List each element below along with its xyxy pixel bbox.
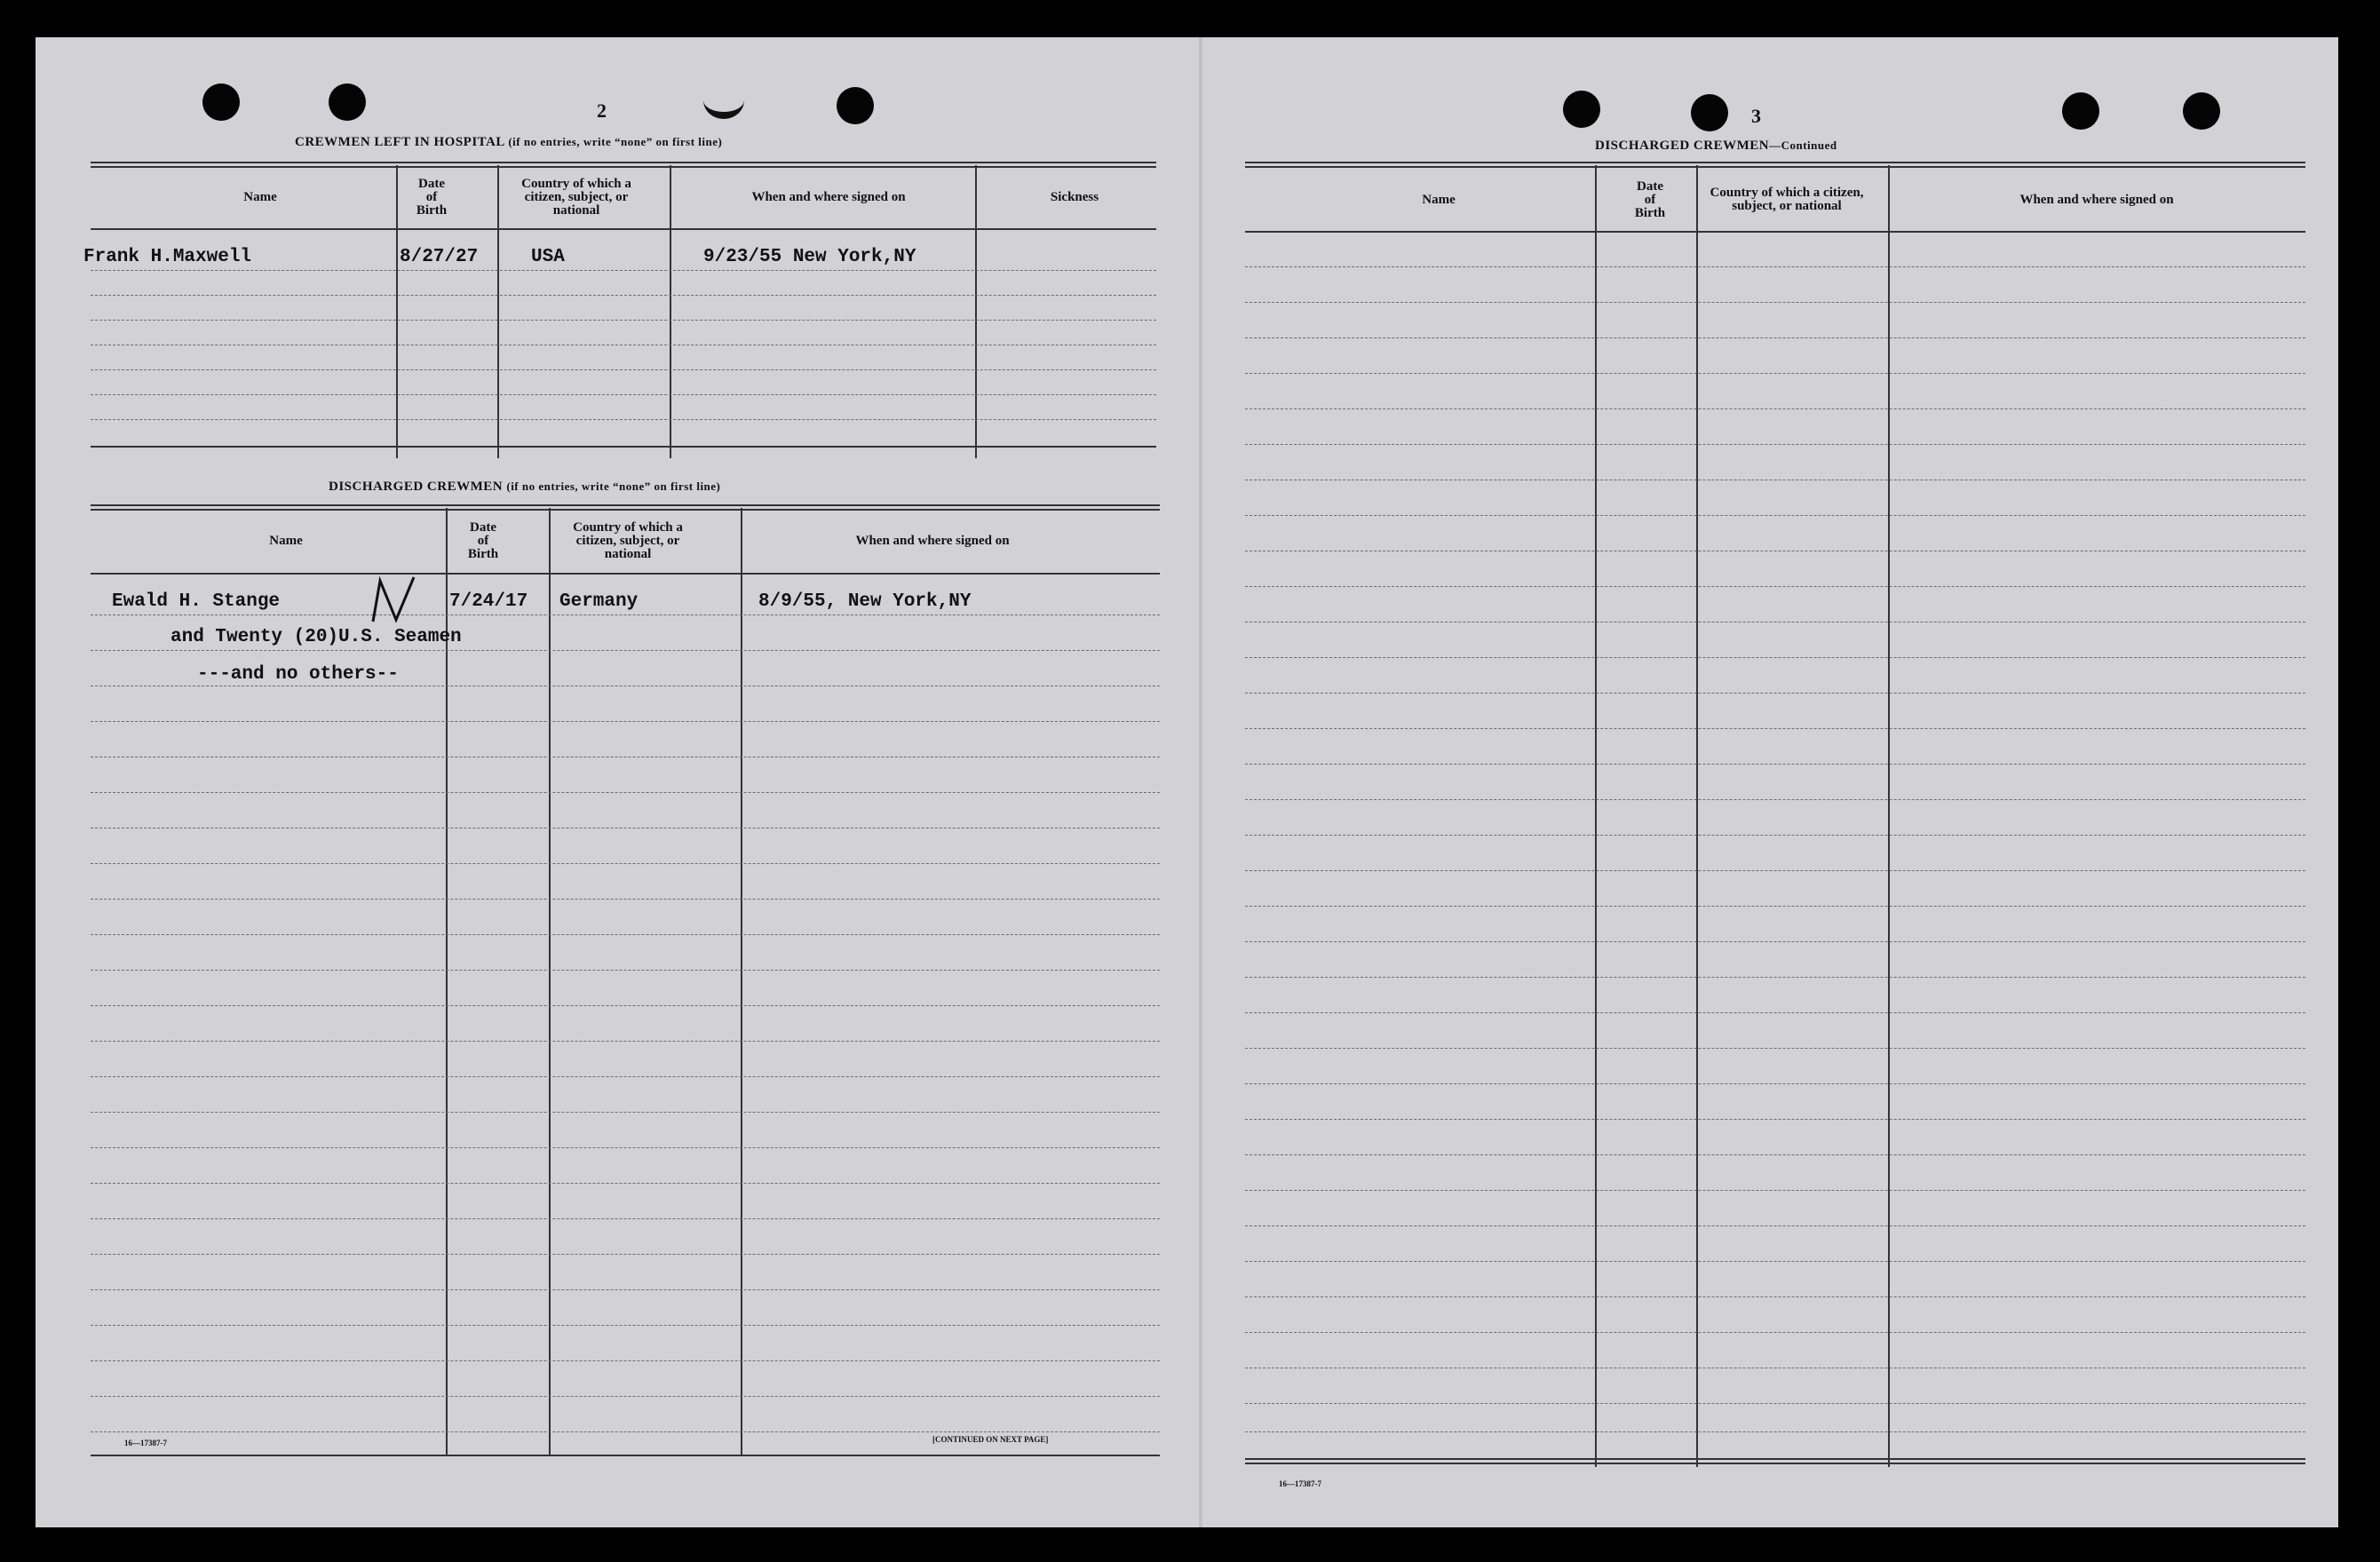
ruled-line xyxy=(91,1041,1160,1042)
punch-hole xyxy=(1691,94,1728,131)
ruled-line xyxy=(91,369,1156,370)
ruled-line xyxy=(91,270,1156,271)
page-fold xyxy=(1199,37,1202,1527)
discharged-section-title xyxy=(329,480,720,495)
discharged-header-signed: When and where signed on xyxy=(855,533,1010,548)
ruled-line xyxy=(91,1396,1160,1397)
punch-hole xyxy=(837,87,874,124)
ruled-line xyxy=(1245,1048,2305,1049)
ruled-line xyxy=(1245,1296,2305,1297)
ruled-line xyxy=(91,1005,1160,1006)
hospital-col-divider xyxy=(396,165,398,458)
ruled-line xyxy=(91,650,1160,651)
ruled-line xyxy=(91,295,1156,296)
ruled-line xyxy=(91,899,1160,900)
ruled-line xyxy=(91,1254,1160,1255)
right-header-rule xyxy=(1245,231,2305,233)
ruled-line xyxy=(1245,1190,2305,1191)
torn-punch-hole xyxy=(703,82,744,119)
right-header-dob: Date of Birth xyxy=(1634,178,1666,220)
hospital-instruction: (if no entries, write “none” on first line) xyxy=(508,135,723,148)
ruled-line xyxy=(1245,266,2305,267)
ruled-line xyxy=(1245,444,2305,445)
ruled-line xyxy=(1245,586,2305,587)
ruled-line xyxy=(91,863,1160,864)
ruled-line xyxy=(1245,977,2305,978)
right-header-country: Country of which a citizen, subject, or national xyxy=(1710,186,1864,213)
right-col-divider xyxy=(1595,165,1597,1467)
discharged-header-country: Country of which a citizen, subject, or national xyxy=(573,519,683,561)
ruled-line xyxy=(91,970,1160,971)
continued-note: [CONTINUED ON NEXT PAGE] xyxy=(932,1435,1049,1444)
discharged-line-2: and Twenty (20)U.S. Seamen xyxy=(171,627,462,647)
ruled-line xyxy=(91,394,1156,395)
ruled-line xyxy=(1245,515,2305,516)
hospital-top-rule xyxy=(91,162,1156,168)
hospital-header-sickness: Sickness xyxy=(1050,189,1099,204)
right-title-suffix: —Continued xyxy=(1769,139,1837,152)
discharged-row-signed: 8/9/55, New York,NY xyxy=(758,591,972,612)
right-header-name: Name xyxy=(1422,192,1456,207)
ruled-line xyxy=(1245,1225,2305,1226)
hospital-header-country: Country of which a citizen, subject, or national xyxy=(521,176,631,218)
ruled-line xyxy=(91,828,1160,829)
punch-hole xyxy=(329,83,366,121)
ruled-line xyxy=(91,1112,1160,1113)
ruled-line xyxy=(1245,764,2305,765)
ruled-line xyxy=(1245,941,2305,942)
right-title-text: DISCHARGED CREWMEN xyxy=(1595,139,1770,153)
ruled-line xyxy=(91,792,1160,793)
ruled-line xyxy=(1245,1403,2305,1404)
ruled-line xyxy=(1245,1332,2305,1333)
hospital-row-name: Frank H.Maxwell xyxy=(83,247,252,267)
page-number: 3 xyxy=(1751,105,1761,127)
form-number-left: 16—17387-7 xyxy=(124,1439,167,1447)
right-header-signed: When and where signed on xyxy=(2019,192,2174,207)
right-section-title xyxy=(1595,139,1837,154)
hospital-section-title xyxy=(295,135,722,150)
hospital-col-divider xyxy=(670,165,671,458)
discharged-instruction: (if no entries, write “none” on first line) xyxy=(506,480,721,493)
discharged-top-rule xyxy=(91,504,1160,511)
ruled-line xyxy=(1245,1083,2305,1084)
ruled-line xyxy=(91,1076,1160,1077)
punch-hole xyxy=(2062,92,2099,130)
ruled-line xyxy=(91,1289,1160,1290)
hospital-col-divider xyxy=(975,165,977,458)
discharged-header-name: Name xyxy=(269,533,303,548)
hospital-header-rule xyxy=(91,228,1156,230)
form-number-right: 16—17387-7 xyxy=(1279,1479,1321,1488)
punch-hole xyxy=(1563,91,1600,128)
hospital-header-dob: Date of Birth xyxy=(416,176,448,218)
hospital-row-dob: 8/27/27 xyxy=(400,247,479,267)
discharged-line-3: ---and no others-- xyxy=(197,664,399,685)
ruled-line xyxy=(91,320,1156,321)
ruled-line xyxy=(1245,728,2305,729)
hospital-header-signed: When and where signed on xyxy=(751,189,906,204)
ruled-line xyxy=(1245,693,2305,694)
discharged-header-dob: Date of Birth xyxy=(467,519,499,561)
ruled-line xyxy=(1245,302,2305,303)
discharged-row-dob: 7/24/17 xyxy=(449,591,528,612)
ruled-line xyxy=(91,419,1156,420)
discharged-row-country: Germany xyxy=(559,591,639,612)
hospital-title-text: CREWMEN LEFT IN HOSPITAL xyxy=(295,135,505,149)
right-bottom-rule xyxy=(1245,1458,2305,1464)
ruled-line xyxy=(1245,835,2305,836)
ruled-line xyxy=(91,614,1160,615)
discharged-bottom-rule xyxy=(91,1455,1160,1456)
ruled-line xyxy=(91,1431,1160,1432)
handwritten-check-mark xyxy=(361,574,432,627)
ruled-line xyxy=(1245,1119,2305,1120)
hospital-row-signed: 9/23/55 New York,NY xyxy=(703,247,916,267)
ruled-line xyxy=(1245,408,2305,409)
punch-hole xyxy=(202,83,240,121)
ruled-line xyxy=(1245,1431,2305,1432)
ruled-line xyxy=(91,934,1160,935)
ruled-line xyxy=(1245,373,2305,374)
ruled-line xyxy=(1245,870,2305,871)
ruled-line xyxy=(1245,337,2305,338)
discharged-row-name: Ewald H. Stange xyxy=(112,591,281,612)
ruled-line xyxy=(1245,1012,2305,1013)
ruled-line xyxy=(1245,657,2305,658)
hospital-header-name: Name xyxy=(243,189,277,204)
ruled-line xyxy=(1245,906,2305,907)
right-col-divider xyxy=(1888,165,1890,1467)
ruled-line xyxy=(1245,1154,2305,1155)
ruled-line xyxy=(1245,1261,2305,1262)
ruled-line xyxy=(91,1325,1160,1326)
discharged-header-rule xyxy=(91,573,1160,575)
ruled-line xyxy=(91,1183,1160,1184)
ruled-line xyxy=(91,1147,1160,1148)
right-top-rule xyxy=(1245,162,2305,168)
ruled-line xyxy=(91,1218,1160,1219)
right-col-divider xyxy=(1696,165,1698,1467)
hospital-row-country: USA xyxy=(531,247,565,267)
ruled-line xyxy=(91,721,1160,722)
punch-hole xyxy=(2183,92,2220,130)
document-sheet xyxy=(36,37,2338,1527)
discharged-title-text: DISCHARGED CREWMEN xyxy=(329,480,504,494)
ruled-line xyxy=(1245,799,2305,800)
ruled-line xyxy=(91,1360,1160,1361)
page-number: 2 xyxy=(597,99,607,122)
hospital-col-divider xyxy=(497,165,499,458)
hospital-bottom-rule xyxy=(91,446,1156,448)
